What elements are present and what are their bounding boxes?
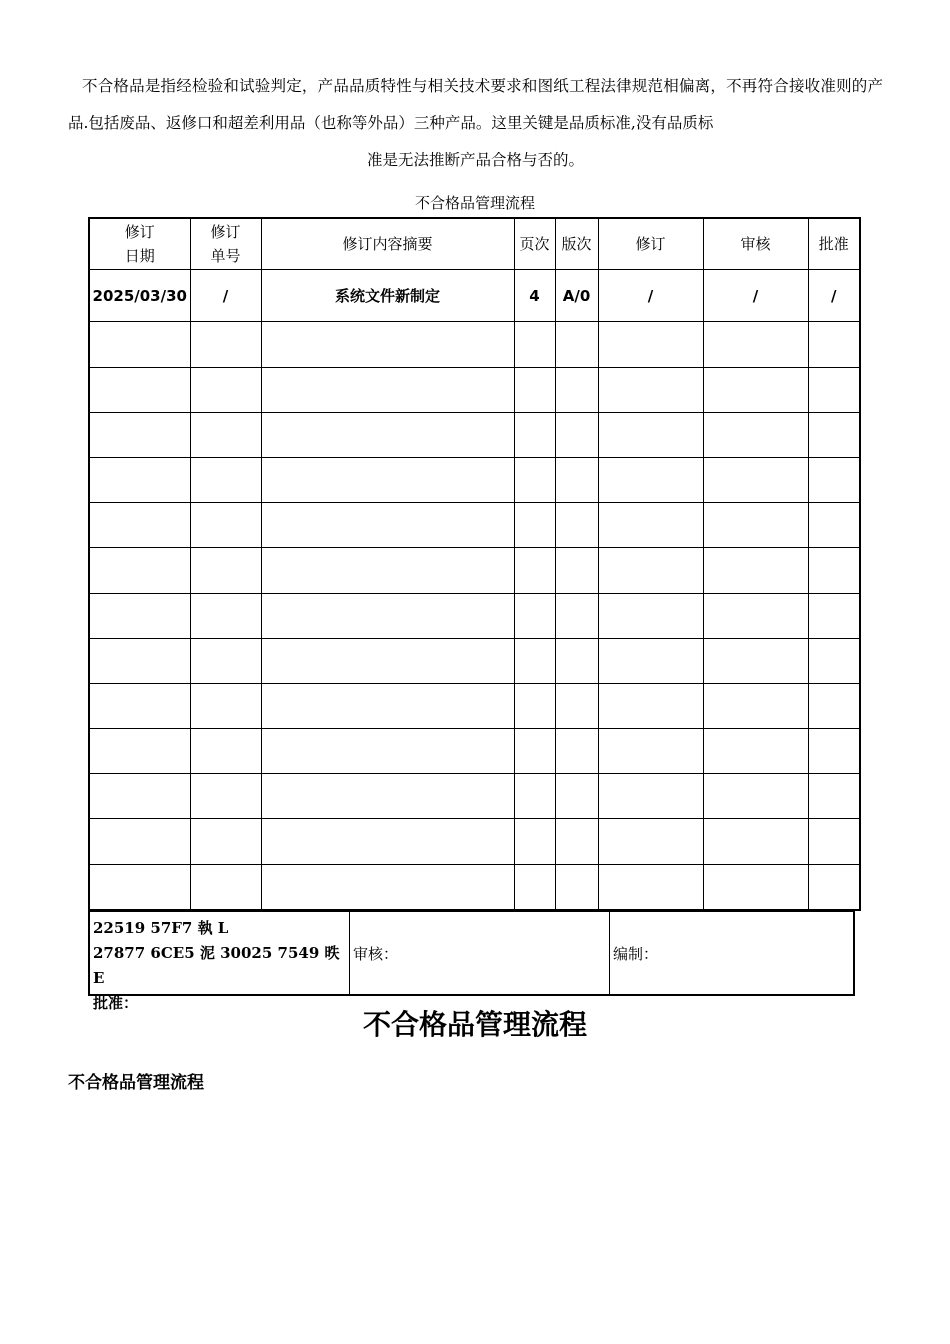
table-cell (89, 729, 190, 774)
header-reviewed-by: 审核 (703, 218, 808, 270)
table-cell (808, 322, 860, 367)
intro-text: 不合格品是指经检验和试验判定，产品品质特性与相关技术要求和图纸工程法律规范相偏离，不再符合接收准则的产品.包括废品、返修口和超差利用品（也称等外品）三种产品。这里关键是品质标准,没有品质标 (68, 77, 883, 132)
intro-last-line: 准是无法推断产品合格与否的。 (366, 151, 584, 169)
table-row (89, 412, 860, 457)
header-revision-summary: 修订内容摘要 (261, 218, 514, 270)
table-cell (514, 864, 555, 910)
table-cell (261, 503, 514, 548)
section-heading: 不合格品管理流程 (68, 1073, 204, 1093)
table-cell: A/0 (555, 270, 598, 322)
table-cell (89, 819, 190, 864)
table-cell (555, 729, 598, 774)
table-cell (261, 593, 514, 638)
signoff-approve-label: 批准： (93, 994, 139, 1012)
table-cell (190, 457, 261, 502)
table-cell (703, 819, 808, 864)
table-cell (555, 774, 598, 819)
table-cell (514, 367, 555, 412)
table-cell (703, 548, 808, 593)
table-cell (261, 367, 514, 412)
table-cell (598, 864, 703, 910)
table-cell (190, 774, 261, 819)
table-cell: 系统文件新制定 (261, 270, 514, 322)
table-cell (261, 548, 514, 593)
table-cell (703, 593, 808, 638)
table-cell (555, 412, 598, 457)
table-cell (514, 774, 555, 819)
signoff-code-line-2: 27877 6CE5 泥 30025 7549 昳 E (93, 944, 340, 987)
table-cell (261, 457, 514, 502)
table-cell (514, 683, 555, 728)
table-cell (89, 774, 190, 819)
table-cell (598, 412, 703, 457)
table-cell (808, 412, 860, 457)
table-cell (514, 503, 555, 548)
table-cell (598, 683, 703, 728)
table-cell (555, 864, 598, 910)
table-cell: / (703, 270, 808, 322)
table-row (89, 683, 860, 728)
table-cell (703, 412, 808, 457)
table-cell (598, 774, 703, 819)
signoff-code-line-1: 22519 57F7 執 L (93, 919, 229, 937)
table-cell (555, 593, 598, 638)
table-cell (89, 412, 190, 457)
table-cell (598, 457, 703, 502)
table-cell (703, 729, 808, 774)
table-cell: 2025/03/30 (89, 270, 190, 322)
table-cell (89, 864, 190, 910)
table-row (89, 638, 860, 683)
table-row (89, 864, 860, 910)
table-cell (808, 457, 860, 502)
table-cell (555, 548, 598, 593)
table-cell (190, 638, 261, 683)
table-cell (514, 638, 555, 683)
table-cell (808, 593, 860, 638)
header-revision-number: 修订 单号 (190, 218, 261, 270)
signoff-block (88, 910, 855, 1012)
table-cell (598, 638, 703, 683)
table-cell (190, 729, 261, 774)
table-cell (514, 412, 555, 457)
table-cell (555, 638, 598, 683)
table-cell (598, 729, 703, 774)
table-cell (190, 593, 261, 638)
table-cell (703, 457, 808, 502)
table-cell (808, 683, 860, 728)
table-cell (703, 638, 808, 683)
table-row (89, 819, 860, 864)
table-cell (514, 819, 555, 864)
table-cell (703, 864, 808, 910)
table-cell: / (808, 270, 860, 322)
signoff-prepare-label: 编制： (613, 944, 659, 963)
table-cell (89, 503, 190, 548)
table-cell (598, 367, 703, 412)
table-cell (514, 548, 555, 593)
table-cell (808, 638, 860, 683)
table-cell: / (190, 270, 261, 322)
table-cell: 4 (514, 270, 555, 322)
table-cell (190, 864, 261, 910)
table-row (89, 322, 860, 367)
table-cell (261, 774, 514, 819)
table-cell (261, 638, 514, 683)
table-cell (514, 457, 555, 502)
table-cell (190, 412, 261, 457)
table-cell (808, 548, 860, 593)
table-cell (514, 322, 555, 367)
table-cell (555, 683, 598, 728)
table-row (89, 729, 860, 774)
table-cell (808, 503, 860, 548)
table-cell (89, 548, 190, 593)
table-cell (555, 503, 598, 548)
table-row (89, 774, 860, 819)
table-cell (808, 774, 860, 819)
document-title: 不合格品管理流程 (362, 1008, 587, 1041)
table-cell (555, 457, 598, 502)
table-cell (808, 367, 860, 412)
table-cell (190, 683, 261, 728)
header-page: 页次 (514, 218, 555, 270)
table-cell (190, 322, 261, 367)
table-cell: / (598, 270, 703, 322)
table-cell (514, 729, 555, 774)
table-cell (261, 819, 514, 864)
header-approved-by: 批准 (808, 218, 860, 270)
table-cell (190, 503, 261, 548)
table-row (89, 593, 860, 638)
table-row (89, 503, 860, 548)
table-cell (261, 412, 514, 457)
table-cell (261, 683, 514, 728)
table-cell (89, 593, 190, 638)
table-cell (190, 819, 261, 864)
revision-table (88, 217, 861, 911)
table-cell (89, 638, 190, 683)
table-cell (598, 322, 703, 367)
table-cell (555, 322, 598, 367)
table-cell (190, 367, 261, 412)
table-row (89, 457, 860, 502)
table-cell (703, 683, 808, 728)
table-cell (89, 322, 190, 367)
signoff-review-cell (350, 912, 610, 994)
intro-paragraph (68, 68, 883, 179)
revision-table-header (89, 218, 860, 270)
table-cell (89, 683, 190, 728)
table-cell (598, 503, 703, 548)
signoff-review-label: 审核： (353, 944, 399, 963)
table-cell (514, 593, 555, 638)
table-cell (703, 367, 808, 412)
signoff-approve-cell (90, 912, 350, 1012)
table-cell (598, 593, 703, 638)
table-row (89, 367, 860, 412)
table-cell (703, 774, 808, 819)
table-cell (808, 729, 860, 774)
table-row (89, 270, 860, 322)
table-row (89, 548, 860, 593)
table-cell (89, 367, 190, 412)
table-cell (261, 322, 514, 367)
table-cell (555, 819, 598, 864)
table-cell (89, 457, 190, 502)
revision-table-body (89, 270, 860, 911)
table-cell (808, 819, 860, 864)
header-revised-by: 修订 (598, 218, 703, 270)
table-cell (190, 548, 261, 593)
table-cell (261, 729, 514, 774)
table-cell (261, 864, 514, 910)
table-cell (555, 367, 598, 412)
header-version: 版次 (555, 218, 598, 270)
flow-caption: 不合格品管理流程 (414, 194, 535, 212)
table-cell (598, 548, 703, 593)
signoff-prepare-cell (610, 912, 853, 994)
table-cell (598, 819, 703, 864)
table-cell (808, 864, 860, 910)
table-cell (703, 322, 808, 367)
table-cell (703, 503, 808, 548)
header-revision-date: 修订 日期 (89, 218, 190, 270)
